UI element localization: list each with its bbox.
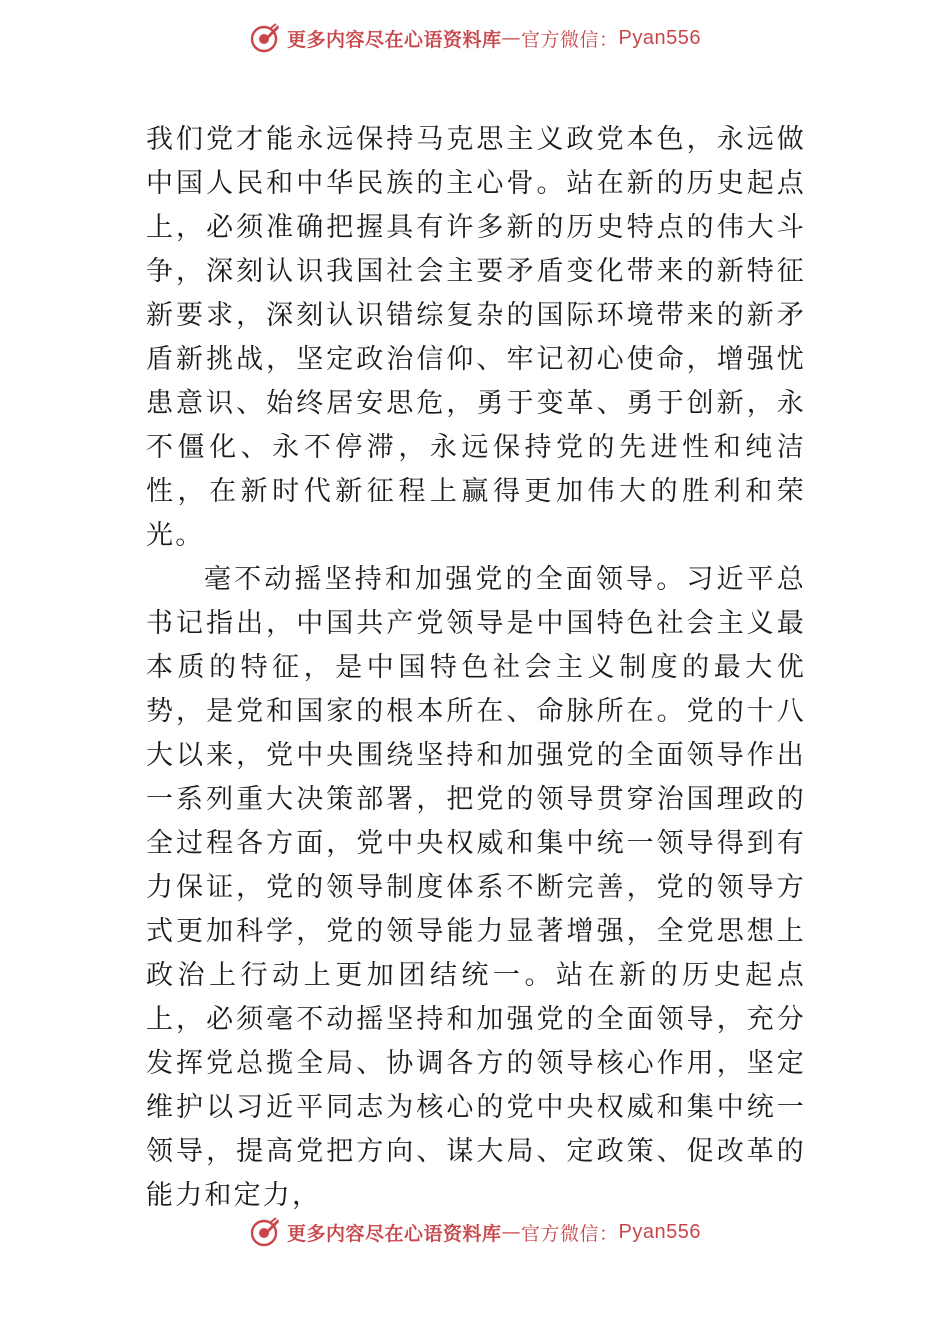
- quill-seal-icon: [249, 22, 281, 54]
- quill-seal-icon: [249, 1216, 281, 1248]
- footer-banner: [0, 1212, 950, 1252]
- header-brand-text: 更多内容尽在心语资料库: [287, 28, 502, 51]
- footer-wechat-id: Pyan556: [618, 1220, 701, 1243]
- paragraph-continued: 我们党才能永远保持马克思主义政党本色，永远做中国人民和中华民族的主心骨。站在新的历史起点上，必须准确把握具有许多新的历史特点的伟大斗争，深刻认识我国社会主要矛盾变化带来的新特征新要求，深刻认识错综复杂的国际环境带来的新矛盾新挑战，坚定政治信仰、牢记初心使命，增强忧患意识、始终居安思危，勇于变革、勇于创新，永不僵化、永不停滞，永远保持党的先进性和纯洁性，在新时代新征程上赢得更加伟大的胜利和荣光。: [146, 124, 806, 551]
- footer-separator: —: [501, 1221, 522, 1243]
- header-wechat-label: 官方微信：: [521, 28, 619, 51]
- footer-brand-text: 更多内容尽在心语资料库: [287, 1222, 502, 1245]
- footer-wechat-label: 官方微信：: [521, 1222, 619, 1245]
- document-body: [146, 118, 806, 1218]
- header-separator: —: [501, 27, 522, 49]
- header-banner: [0, 18, 950, 58]
- paragraph-leadership: 毫不动摇坚持和加强党的全面领导。习近平总书记指出，中国共产党领导是中国特色社会主义最本质的特征，是中国特色社会主义制度的最大优势，是党和国家的根本所在、命脉所在。党的十八大以来，党中央围绕坚持和加强党的全面领导作出一系列重大决策部署，把党的领导贯穿治国理政的全过程各方面，党中央权威和集中统一领导得到有力保证，党的领导制度体系不断完善，党的领导方式更加科学，党的领导能力显著增强，全党思想上政治上行动上更加团结统一。站在新的历史起点上，必须毫不动摇坚持和加强党的全面领导，充分发挥党总揽全局、协调各方的领导核心作用，坚定维护以习近平同志为核心的党中央权威和集中统一领导，提高党把方向、谋大局、定政策、促改革的能力和定力，: [146, 564, 806, 1211]
- header-wechat-id: Pyan556: [618, 26, 701, 49]
